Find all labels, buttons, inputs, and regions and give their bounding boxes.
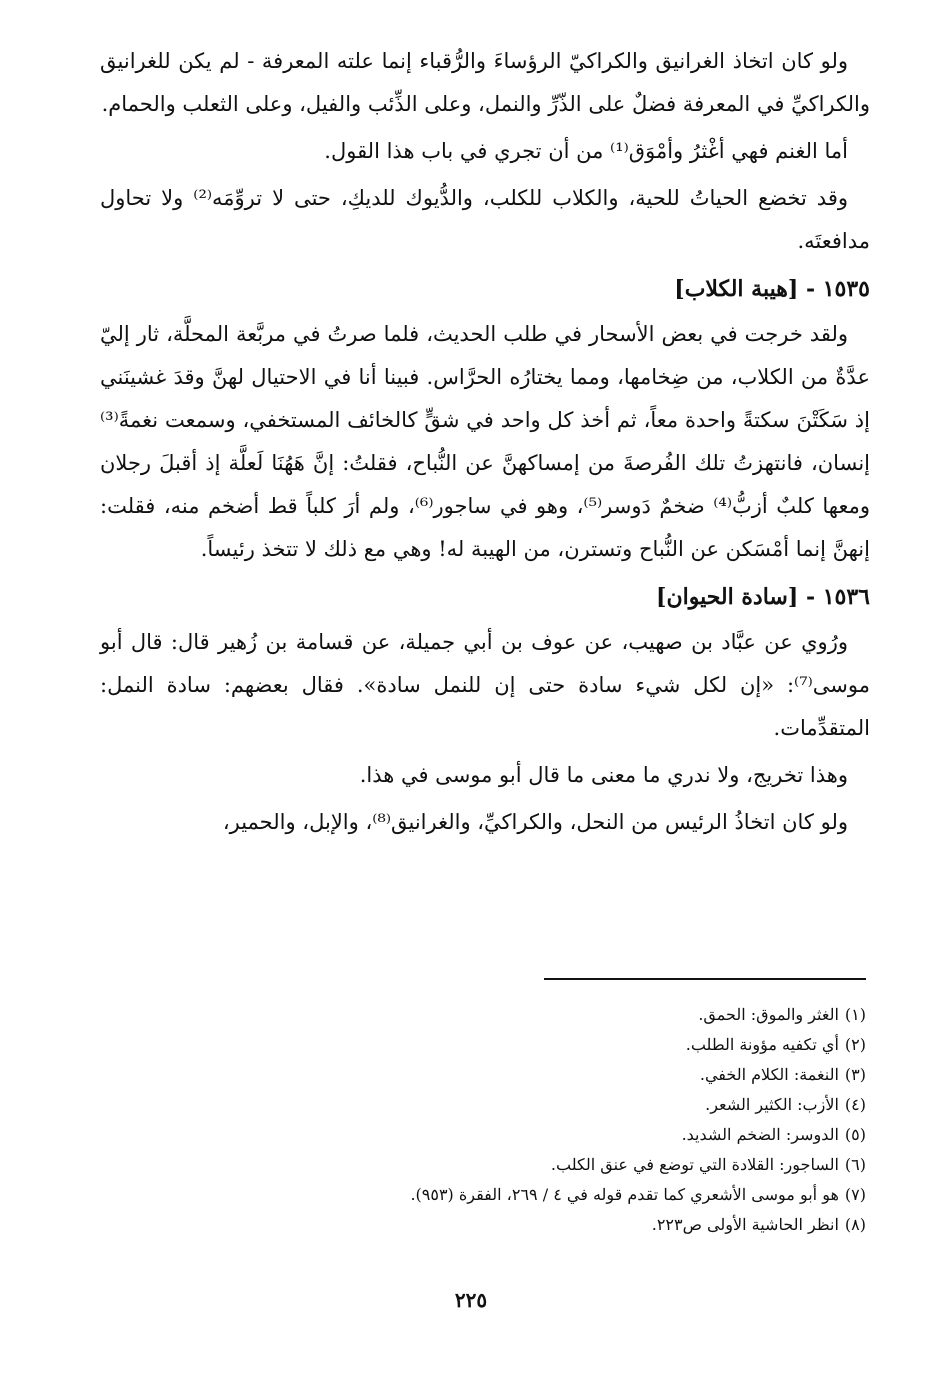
footnote	[300, 1030, 866, 1060]
footnote-number: (٦)	[844, 1155, 866, 1174]
section-number: ١٥٣٦ -	[805, 584, 870, 610]
footnote	[300, 1120, 866, 1150]
footnote-number: (٥)	[844, 1125, 866, 1144]
footnote	[300, 1000, 866, 1030]
footnotes	[300, 1000, 866, 1240]
footnote-number: (٣)	[844, 1065, 866, 1084]
footnote	[300, 1090, 866, 1120]
section-paragraph: ولقد خرجت في بعض الأسحار في طلب الحديث، فلما صرتُ في مربَّعة المحلَّة، ثار إليّ عدَّةٌ من الكلاب، من ضِخامها، ومما يختارُه الحرَّاس. فبينا أنا في الاحتيال لهنَّ وقدَ غشينَني إذ سَكَتْنَ سكتةً واحدة معاً، ثم أخذ كل واحد في شقٍّ كالخائف المستخفي، وسمعت نغمةً⁽³⁾ إنسان، فانتهزتُ تلك الفُرصةَ من إمساكهنَّ عن النُّباح، فقلتُ: إنَّ هَهُنَا لَعلَّة إذ أقبلَ رجلان ومعها كلبٌ أزبُّ⁽⁴⁾ ضخمٌ دَوسر⁽⁵⁾، وهو في ساجور⁽⁶⁾، ولم أرَ كلباً قط أضخم منه، فقلت: إنهنَّ إنما أمْسَكن عن النُّباح وتسترن، من الهيبة له! وهي مع ذلك لا تتخذ رئيساً.	[100, 322, 870, 561]
footnote-number: (١)	[844, 1005, 866, 1024]
paragraph: وهذا تخريج، ولا ندري ما معنى ما قال أبو موسى في هذا.	[359, 763, 848, 787]
footnote	[300, 1210, 866, 1240]
footnote-number: (٤)	[844, 1095, 866, 1114]
section-paragraph: ورُوي عن عبَّاد بن صهيب، عن عوف بن أبي جميلة، عن قسامة بن زُهير قال: قال أبو موسى⁽⁷⁾: «إن لكل شيء سادة حتى إن للنمل سادة». فقال بعضهم: سادة النمل: المتقدِّمات.	[100, 630, 870, 740]
paragraph: ولو كان اتخاذُ الرئيس من النحل، والكراكيِّ، والغرانيق⁽⁸⁾، والإبل، والحمير،	[222, 810, 848, 834]
page-body	[100, 40, 870, 848]
footnote	[300, 1060, 866, 1090]
paragraph: أما الغنم فهي أغْثرُ وأمْوَق⁽¹⁾ من أن تجري في باب هذا القول.	[324, 139, 848, 163]
section-title: [سادة الحيوان]	[656, 584, 799, 610]
section-number: ١٥٣٥ -	[805, 276, 870, 302]
footnote-text: الغثر والموق: الحمق.	[698, 1005, 839, 1024]
footnote-separator	[544, 978, 866, 980]
paragraph: ولو كان اتخاذ الغرانيق والكراكيّ الرؤساءَ والرُّقباء إنما علته المعرفة - لم يكن للغرانيق والكراكيِّ في المعرفة فضلٌ على الذّرِّ والنمل، وعلى الذِّئب والفيل، وعلى الثعلب والحمام.	[100, 49, 870, 116]
footnote-number: (٢)	[844, 1035, 866, 1054]
footnote-text: الدوسر: الضخم الشديد.	[681, 1125, 839, 1144]
section-heading-1536	[100, 575, 870, 619]
footnote-text: أي تكفيه مؤونة الطلب.	[685, 1035, 839, 1054]
footnote-text: النغمة: الكلام الخفي.	[699, 1065, 839, 1084]
footnote-text: الساجور: القلادة التي توضع في عنق الكلب.	[550, 1155, 839, 1174]
footnote-number: (٨)	[844, 1215, 866, 1234]
footnote-number: (٧)	[844, 1185, 866, 1204]
footnote-text: الأزب: الكثير الشعر.	[705, 1095, 839, 1114]
footnote	[300, 1150, 866, 1180]
footnote-text: هو أبو موسى الأشعري كما تقدم قوله في ٤ / ٢٦٩، الفقرة (٩٥٣).	[410, 1185, 839, 1204]
section-heading-1535	[100, 267, 870, 311]
footnote-text: انظر الحاشية الأولى ص٢٢٣.	[651, 1215, 839, 1234]
page-number: ٢٢٥	[454, 1288, 488, 1312]
section-title: [هيبة الكلاب]	[674, 276, 799, 302]
paragraph: وقد تخضع الحياتُ للحية، والكلاب للكلب، والدُّيوك للديكِ، حتى لا تروِّمَه⁽²⁾ ولا تحاول مدافعتَه.	[100, 186, 870, 253]
footnote	[300, 1180, 866, 1210]
